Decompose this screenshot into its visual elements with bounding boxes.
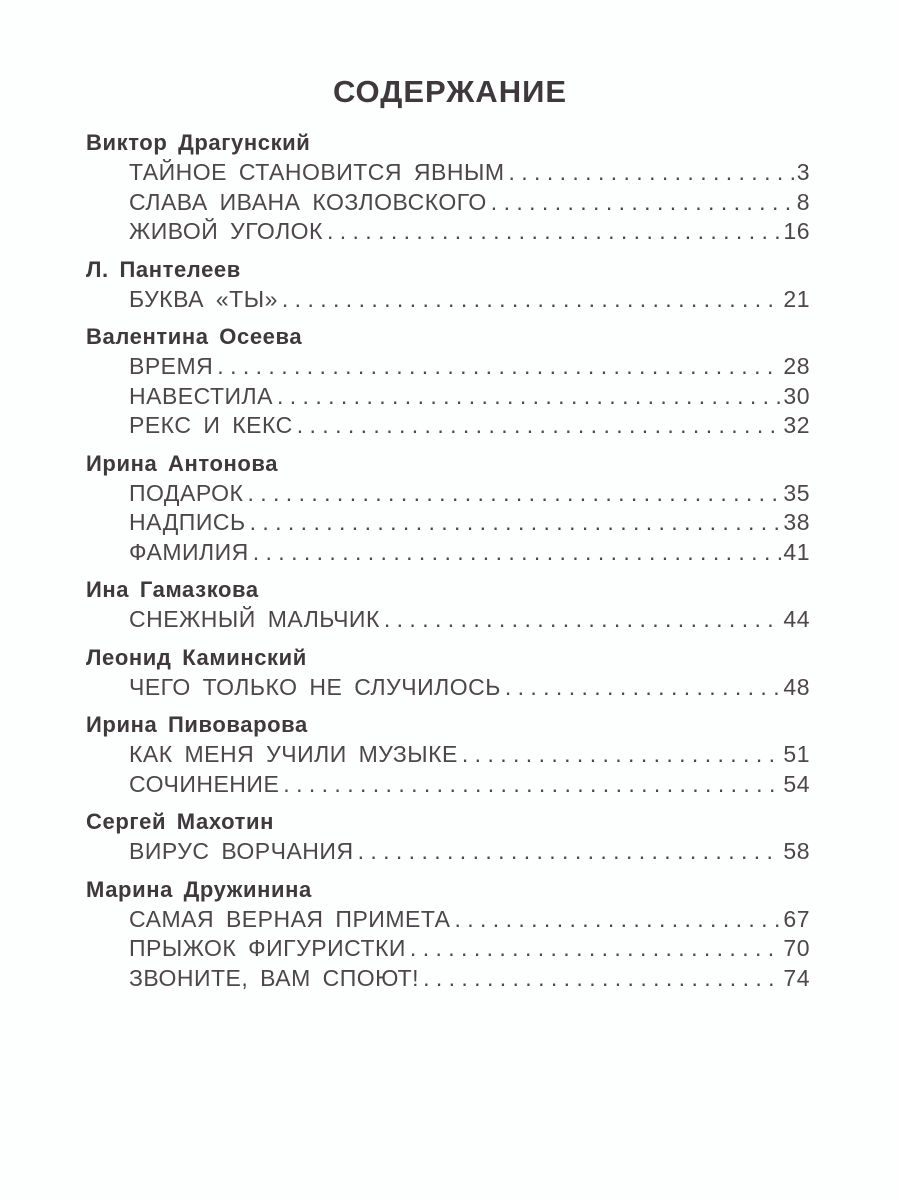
entry-page-number: 30 bbox=[783, 382, 810, 409]
entry-title: РЕКС И КЕКС bbox=[129, 412, 293, 438]
entry-page-number: 74 bbox=[783, 964, 810, 991]
entry-title: СЛАВА ИВАНА КОЗЛОВСКОГО bbox=[129, 188, 487, 215]
dot-leader bbox=[505, 673, 782, 703]
dot-leader bbox=[491, 188, 794, 218]
author-name: Леонид Каминский bbox=[86, 644, 307, 670]
dot-leader bbox=[277, 382, 781, 412]
entry-title: ПОДАРОК bbox=[129, 479, 244, 506]
dot-leader bbox=[423, 964, 781, 994]
author-name: Марина Дружинина bbox=[86, 876, 312, 902]
entry-title: БУКВА «ТЫ» bbox=[129, 285, 278, 312]
toc-entry[interactable] bbox=[86, 934, 810, 964]
author-section bbox=[86, 710, 810, 799]
entry-page-number: 41 bbox=[783, 538, 810, 565]
entry-title: ТАЙНОЕ СТАНОВИТСЯ ЯВНЫМ bbox=[129, 159, 505, 185]
dot-leader bbox=[384, 605, 782, 635]
toc-entry[interactable] bbox=[86, 964, 810, 994]
entry-title: СНЕЖНЫЙ МАЛЬЧИК bbox=[129, 606, 380, 632]
dot-leader bbox=[410, 934, 781, 964]
author-section bbox=[86, 255, 810, 315]
author-section bbox=[86, 643, 810, 703]
entry-title: ФАМИЛИЯ bbox=[129, 538, 249, 565]
author-name: Ирина Пивоварова bbox=[86, 712, 308, 737]
entry-title: НАВЕСТИЛА bbox=[129, 382, 273, 409]
dot-leader bbox=[454, 905, 781, 935]
entry-title: ВРЕМЯ bbox=[129, 353, 214, 379]
author-name: Ирина Антонова bbox=[86, 450, 279, 476]
author-name: Л. Пантелеев bbox=[86, 256, 241, 282]
entry-page-number: 58 bbox=[783, 838, 810, 864]
entry-page-number: 8 bbox=[796, 188, 810, 215]
toc-entry[interactable] bbox=[86, 508, 810, 538]
toc-entry[interactable] bbox=[86, 382, 810, 412]
entry-page-number: 16 bbox=[783, 218, 810, 244]
dot-leader bbox=[253, 538, 782, 568]
toc-entry[interactable] bbox=[86, 837, 810, 867]
entry-title: НАДПИСЬ bbox=[129, 509, 246, 535]
toc-entry[interactable] bbox=[86, 352, 810, 382]
toc-entry[interactable] bbox=[86, 770, 810, 800]
author-section bbox=[86, 449, 810, 568]
toc-entry[interactable] bbox=[86, 158, 810, 188]
entry-page-number: 28 bbox=[783, 353, 810, 379]
dot-leader bbox=[358, 837, 782, 867]
entry-page-number: 21 bbox=[783, 285, 810, 312]
entry-page-number: 67 bbox=[783, 905, 810, 932]
entry-page-number: 3 bbox=[796, 159, 810, 185]
dot-leader bbox=[462, 740, 782, 770]
dot-leader bbox=[508, 158, 794, 188]
entry-page-number: 48 bbox=[783, 673, 810, 700]
table-of-contents bbox=[86, 128, 810, 1001]
toc-entry[interactable] bbox=[86, 905, 810, 935]
entry-page-number: 70 bbox=[783, 935, 810, 961]
toc-entry[interactable] bbox=[86, 605, 810, 635]
toc-entry[interactable] bbox=[86, 188, 810, 218]
toc-entry[interactable] bbox=[86, 673, 810, 703]
toc-entry[interactable] bbox=[86, 740, 810, 770]
page-title: СОДЕРЖАНИЕ bbox=[332, 74, 568, 109]
author-name: Валентина Осеева bbox=[86, 324, 303, 349]
author-name: Виктор Драгунский bbox=[86, 130, 311, 155]
dot-leader bbox=[327, 217, 781, 247]
author-name: Ина Гамазкова bbox=[86, 577, 259, 602]
dot-leader bbox=[247, 479, 781, 509]
entry-title: САМАЯ ВЕРНАЯ ПРИМЕТА bbox=[129, 905, 451, 932]
toc-entry[interactable] bbox=[86, 285, 810, 315]
dot-leader bbox=[250, 508, 782, 538]
toc-entry[interactable] bbox=[86, 411, 810, 441]
entry-title: ЧЕГО ТОЛЬКО НЕ СЛУЧИЛОСЬ bbox=[129, 673, 501, 700]
toc-entry[interactable] bbox=[86, 479, 810, 509]
entry-title: ПРЫЖОК ФИГУРИСТКИ bbox=[129, 935, 406, 961]
toc-entry[interactable] bbox=[86, 217, 810, 247]
dot-leader bbox=[282, 285, 782, 315]
entry-page-number: 44 bbox=[783, 606, 810, 632]
entry-title: ВИРУС ВОРЧАНИЯ bbox=[129, 838, 354, 864]
author-section bbox=[86, 322, 810, 441]
entry-title: ЗВОНИТЕ, ВАМ СПОЮТ! bbox=[129, 964, 420, 991]
author-section bbox=[86, 875, 810, 994]
entry-title: КАК МЕНЯ УЧИЛИ МУЗЫКЕ bbox=[129, 741, 458, 767]
author-section bbox=[86, 575, 810, 635]
author-section bbox=[86, 128, 810, 247]
dot-leader bbox=[297, 411, 782, 441]
entry-page-number: 32 bbox=[783, 412, 810, 438]
author-section bbox=[86, 807, 810, 867]
dot-leader bbox=[283, 770, 781, 800]
author-name: Сергей Махотин bbox=[86, 809, 274, 834]
entry-title: СОЧИНЕНИЕ bbox=[129, 770, 280, 797]
entry-page-number: 51 bbox=[783, 741, 810, 767]
entry-title: ЖИВОЙ УГОЛОК bbox=[129, 218, 323, 244]
toc-entry[interactable] bbox=[86, 538, 810, 568]
entry-page-number: 38 bbox=[783, 509, 810, 535]
dot-leader bbox=[217, 352, 781, 382]
entry-page-number: 35 bbox=[783, 479, 810, 506]
entry-page-number: 54 bbox=[783, 770, 810, 797]
